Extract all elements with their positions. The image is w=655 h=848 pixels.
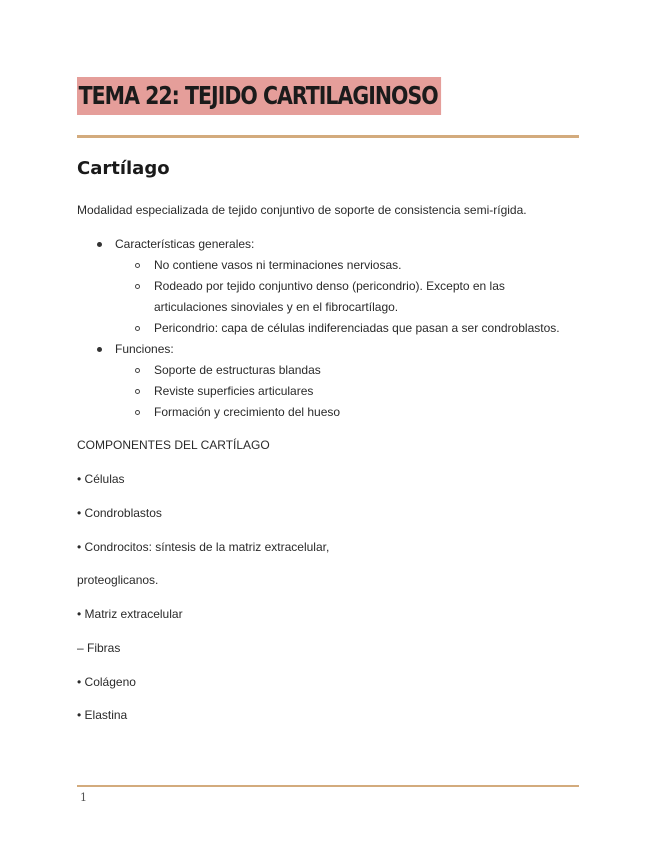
sub-bullet-circle	[135, 326, 140, 331]
list-item: No contiene vasos ni terminaciones nerviosas.	[154, 258, 402, 272]
component-line: • Células	[77, 472, 125, 486]
list-label-functions: Funciones:	[115, 342, 174, 356]
list-item: Reviste superficies articulares	[154, 384, 314, 398]
list-label-characteristics: Características generales:	[115, 237, 255, 251]
sub-bullet-circle	[135, 284, 140, 289]
bullet-dot	[97, 242, 102, 247]
list-item-continuation: articulaciones sinoviales y en el fibrocartílago.	[154, 300, 399, 314]
component-line: • Condrocitos: síntesis de la matriz extracelular,	[77, 540, 330, 554]
list-item: Soporte de estructuras blandas	[154, 363, 321, 377]
title-block	[77, 77, 521, 115]
page-number: 1	[80, 791, 87, 804]
list-item: Pericondrio: capa de células indiferenciadas que pasan a ser condroblastos.	[154, 321, 560, 335]
list-item: Rodeado por tejido conjuntivo denso (pericondrio). Excepto en las	[154, 279, 505, 293]
sub-bullet-circle	[135, 410, 140, 415]
component-line: • Elastina	[77, 708, 128, 722]
bullet-dot	[97, 347, 102, 352]
sub-bullet-circle	[135, 263, 140, 268]
intro-paragraph: Modalidad especializada de tejido conjuntivo de soporte de consistencia semi-rígida.	[77, 203, 527, 217]
component-line: • Matriz extracelular	[77, 607, 183, 621]
component-line: • Condroblastos	[77, 506, 162, 520]
component-line: • Colágeno	[77, 675, 136, 689]
section-heading: Cartílago	[77, 158, 170, 179]
list-item: Formación y crecimiento del hueso	[154, 405, 341, 419]
component-line: – Fibras	[77, 641, 121, 655]
footer-divider	[77, 785, 579, 787]
sub-bullet-circle	[135, 389, 140, 394]
component-line: proteoglicanos.	[77, 573, 159, 587]
top-divider	[77, 135, 579, 138]
page-title: TEMA 22: TEJIDO CARTILAGINOSO	[77, 77, 441, 115]
sub-bullet-circle	[135, 368, 140, 373]
components-heading: COMPONENTES DEL CARTÍLAGO	[77, 438, 270, 452]
